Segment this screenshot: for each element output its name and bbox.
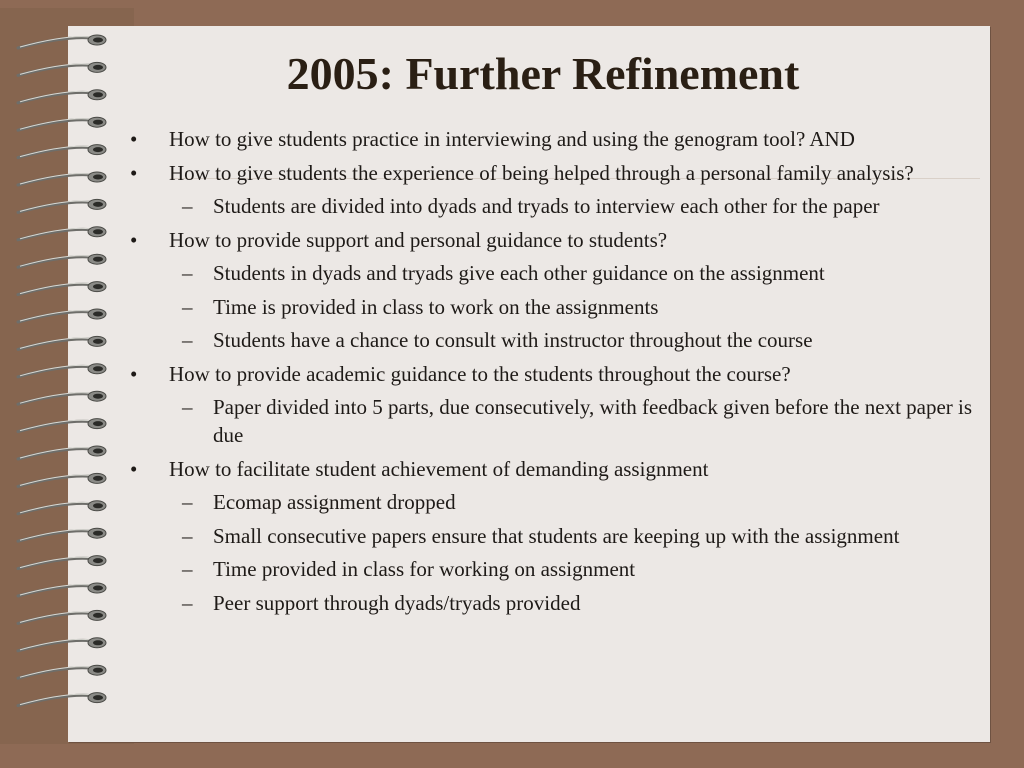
sub-bullet-item (130, 326, 980, 354)
binding-ring-icon (18, 473, 106, 486)
binding-ring-icon (18, 336, 106, 349)
sub-bullet-item (130, 192, 980, 220)
bullet-marker: • (130, 227, 138, 252)
bullet-text: How to give students practice in interviewing and using the genogram tool? AND (169, 127, 855, 151)
bullet-text: How to facilitate student achievement of demanding assignment (169, 456, 709, 481)
binding-ring-icon (18, 309, 106, 322)
binding-ring-icon (18, 665, 106, 678)
binding-ring-icon (18, 446, 106, 459)
bullet-text: Small consecutive papers ensure that students are keeping up with the assignment (213, 523, 900, 548)
dash-marker: – (182, 328, 193, 352)
bullet-text: Time provided in class for working on assignment (213, 557, 636, 581)
sub-bullet-item (130, 293, 980, 321)
binding-ring-icon (18, 199, 106, 212)
sub-bullet-item (130, 522, 980, 550)
binding-ring-icon (18, 364, 106, 377)
bullet-text: Students are divided into dyads and tryads to interview each other for the paper (213, 194, 880, 218)
bullet-text: Students have a chance to consult with instructor throughout the course (213, 328, 813, 352)
binding-ring-icon (18, 556, 106, 569)
bullet-marker: • (130, 160, 138, 185)
binding-ring-icon (18, 528, 106, 541)
binding-ring-icon (18, 638, 106, 651)
bullet-text: How to provide support and personal guidance to students? (169, 227, 668, 252)
bullet-text: Ecomap assignment dropped (213, 490, 456, 514)
bullet-item (130, 455, 980, 483)
sub-bullet-item (130, 589, 980, 617)
dash-marker: – (182, 294, 193, 319)
sub-bullet-item (130, 393, 980, 449)
dash-marker: – (182, 557, 193, 581)
bullet-text: Students in dyads and tryads give each other guidance on the assignment (213, 261, 825, 285)
binding-ring-icon (18, 145, 106, 158)
bullet-item (130, 159, 980, 187)
binding-ring-icon (18, 254, 106, 267)
binding-ring-icon (18, 419, 106, 432)
bullet-text: How to give students the experience of being helped through a personal family analysis? (169, 160, 914, 185)
binding-ring-icon (18, 610, 106, 623)
binding-ring-icon (18, 227, 106, 240)
binding-ring-icon (18, 501, 106, 514)
bullet-list (130, 125, 980, 622)
bullet-text: How to provide academic guidance to the students throughout the course? (169, 361, 791, 386)
bullet-item (130, 360, 980, 388)
dash-marker: – (182, 261, 193, 285)
spiral-binding-icon (0, 0, 130, 768)
binding-ring-icon (18, 172, 106, 185)
dash-marker: – (182, 590, 193, 615)
slide-title: 2005: Further Refinement (286, 48, 800, 99)
binding-ring-icon (18, 282, 106, 295)
dash-marker: – (182, 194, 193, 218)
sub-bullet-item (130, 259, 980, 287)
binding-ring-icon (18, 693, 106, 706)
bullet-item (130, 125, 980, 153)
dash-marker: – (182, 490, 193, 514)
sub-bullet-item (130, 555, 980, 583)
binding-ring-icon (18, 117, 106, 130)
bullet-text: Time is provided in class to work on the assignments (213, 294, 659, 319)
dash-marker: – (182, 523, 193, 548)
bullet-marker: • (130, 456, 138, 481)
binding-ring-icon (18, 583, 106, 596)
binding-ring-icon (18, 391, 106, 404)
dash-marker: – (182, 395, 193, 419)
bullet-marker: • (130, 127, 138, 151)
bullet-text: Paper divided into 5 parts, due consecutively, with feedback given before the next paper is due (213, 395, 973, 447)
sub-bullet-item (130, 488, 980, 516)
bullet-item (130, 226, 980, 254)
bullet-marker: • (130, 361, 138, 386)
bullet-text: Peer support through dyads/tryads provided (213, 590, 581, 615)
